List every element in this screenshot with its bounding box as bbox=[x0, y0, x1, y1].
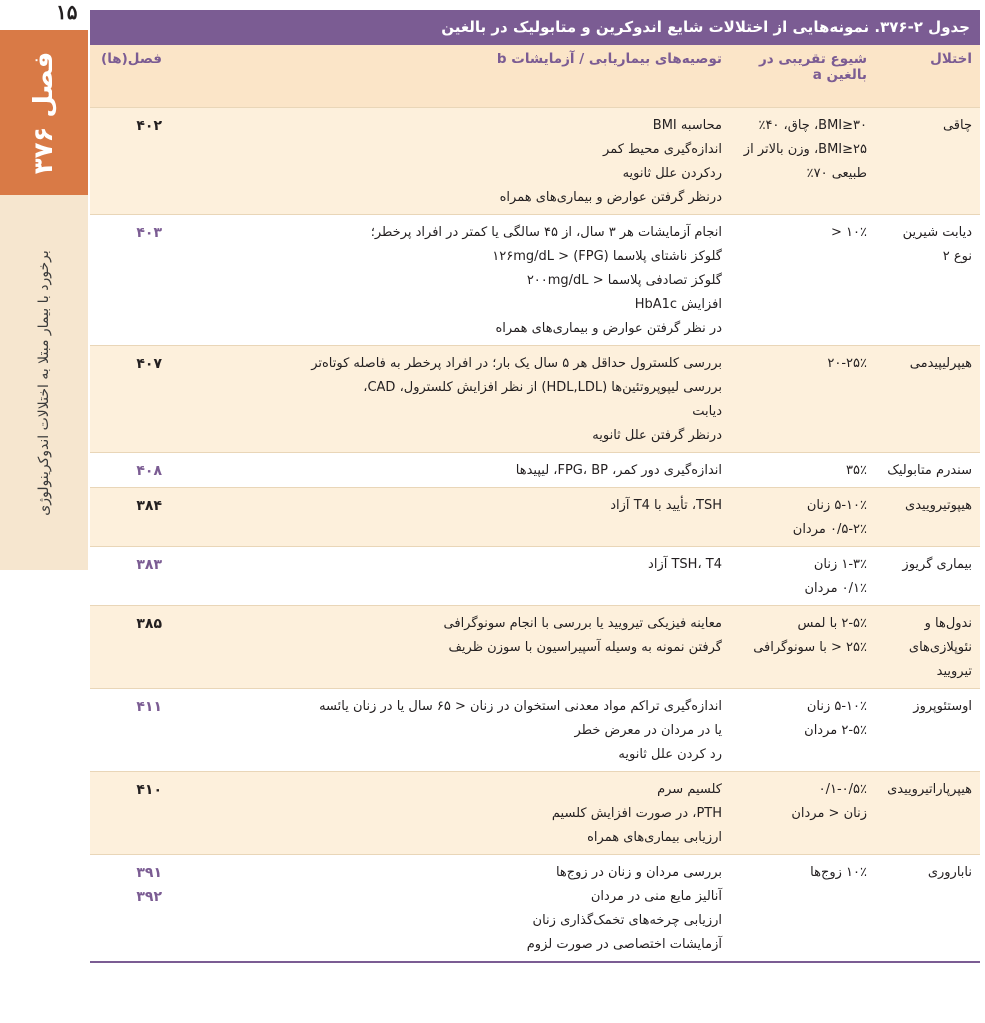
cell-chapters[interactable] bbox=[90, 689, 170, 772]
cell-line: گلوکز تصادفی پلاسما < ۲۰۰mg/dL bbox=[526, 273, 722, 288]
cell-line: هیپرلیپیدمی bbox=[909, 356, 972, 371]
cell-line: ردکردن علل ثانویه bbox=[622, 166, 722, 181]
cell-line: آنالیز مایع منی در مردان bbox=[590, 889, 722, 904]
cell-chapters[interactable] bbox=[90, 547, 170, 606]
page-number: ۱۵ bbox=[56, 0, 78, 24]
cell-line: اندازه‌گیری محیط کمر bbox=[603, 142, 722, 157]
cell-line: ارزیابی چرخه‌های تخمک‌گذاری زنان bbox=[532, 913, 722, 928]
chapter-link[interactable]: ۳۸۳ bbox=[136, 557, 162, 573]
cell-line: دیابت شیرین نوع ۲ bbox=[902, 225, 972, 264]
cell-line: رد کردن علل ثانویه bbox=[618, 747, 722, 762]
table-row bbox=[90, 488, 980, 547]
cell-line: بررسی کلسترول حداقل هر ۵ سال یک بار؛ در افراد پرخطر به فاصله کوتاه‌تر bbox=[311, 356, 722, 371]
cell-line: بیماری گریوز bbox=[902, 557, 972, 572]
cell-line: دیابت bbox=[692, 404, 722, 419]
cell-line: اوستئوپروز bbox=[913, 699, 972, 714]
header-recommendations: توصیه‌های بیماریابی / آزمایشات b bbox=[170, 45, 730, 108]
header-disorder: اختلال bbox=[875, 45, 980, 108]
cell-prevalence bbox=[730, 453, 875, 488]
cell-line: ۰/۵-۲٪ مردان bbox=[792, 522, 867, 537]
cell-chapters[interactable] bbox=[90, 855, 170, 962]
cell-line: چاقی bbox=[942, 118, 972, 133]
cell-line: ۰/۱٪ مردان bbox=[804, 581, 867, 596]
table-container bbox=[90, 10, 980, 963]
table-body bbox=[90, 108, 980, 962]
cell-disorder bbox=[875, 346, 980, 453]
table-row bbox=[90, 689, 980, 772]
chapter-title: برخورد با بیمار مبتلا به اختلالات اندوکرینولوژی bbox=[36, 249, 52, 516]
cell-recommendations bbox=[170, 346, 730, 453]
cell-line: گلوکز ناشتای پلاسما (FPG) < ۱۲۶mg/dL bbox=[492, 249, 722, 264]
table-row bbox=[90, 855, 980, 962]
cell-disorder bbox=[875, 488, 980, 547]
chapter-link[interactable]: ۴۱۱ bbox=[136, 699, 162, 715]
table-row bbox=[90, 215, 980, 346]
cell-line: معاینه فیزیکی تیرویید یا بررسی با انجام سونوگرافی bbox=[443, 616, 722, 631]
cell-disorder bbox=[875, 855, 980, 962]
cell-disorder bbox=[875, 453, 980, 488]
cell-line: ندول‌ها و bbox=[924, 616, 972, 631]
table-row bbox=[90, 547, 980, 606]
cell-line: ۲-۵٪ با لمس bbox=[797, 616, 867, 631]
cell-line: BMI≥۳۰، چاق، ۴۰٪ bbox=[758, 118, 867, 133]
chapter-link[interactable]: ۴۰۲ bbox=[136, 118, 162, 134]
cell-chapters[interactable] bbox=[90, 453, 170, 488]
cell-recommendations bbox=[170, 215, 730, 346]
cell-recommendations bbox=[170, 606, 730, 689]
cell-line: نئوپلازی‌های تیرویید bbox=[908, 640, 972, 679]
cell-disorder bbox=[875, 547, 980, 606]
cell-line: ۵-۱۰٪ زنان bbox=[806, 699, 867, 714]
cell-recommendations bbox=[170, 453, 730, 488]
cell-chapters[interactable] bbox=[90, 488, 170, 547]
cell-line: ۱۰٪ < bbox=[831, 225, 867, 240]
cell-line: اندازه‌گیری تراکم مواد معدنی استخوان در زنان < ۶۵ سال یا در زنان یائسه bbox=[319, 699, 722, 714]
cell-line: ۲۵٪ < با سونوگرافی bbox=[753, 640, 867, 655]
cell-line: یا در مردان در معرض خطر bbox=[574, 723, 722, 738]
cell-disorder bbox=[875, 689, 980, 772]
cell-line: هیپوتیروییدی bbox=[905, 498, 972, 513]
cell-chapters[interactable] bbox=[90, 772, 170, 855]
table-title: جدول ۲-۳۷۶. نمونه‌هایی از اختلالات شایع اندوکرین و متابولیک در بالغین bbox=[90, 10, 980, 45]
cell-line: TSH، T4 آزاد bbox=[648, 557, 722, 572]
cell-line: سندرم متابولیک bbox=[887, 463, 972, 478]
cell-disorder bbox=[875, 772, 980, 855]
header-chapters: فصل(ها) bbox=[90, 45, 170, 108]
cell-line: محاسبه BMI bbox=[652, 118, 722, 133]
chapter-link[interactable]: ۳۹۲ bbox=[136, 889, 162, 905]
chapter-link[interactable]: ۴۱۰ bbox=[136, 782, 162, 798]
cell-disorder bbox=[875, 606, 980, 689]
table-row bbox=[90, 772, 980, 855]
cell-line: ۱-۳٪ زنان bbox=[813, 557, 867, 572]
cell-prevalence bbox=[730, 346, 875, 453]
cell-recommendations bbox=[170, 488, 730, 547]
cell-line: هیپرپاراتیروییدی bbox=[887, 782, 972, 797]
cell-chapters[interactable] bbox=[90, 606, 170, 689]
bottom-rule bbox=[90, 961, 980, 963]
cell-line: بررسی لیپوپروتئین‌ها (HDL,LDL) از نظر افزایش کلسترول، CAD، bbox=[363, 380, 722, 395]
cell-line: ۰/۱-۰/۵٪ bbox=[818, 782, 867, 797]
chapter-label: فصل ۳۷۶ bbox=[29, 51, 59, 174]
cell-recommendations bbox=[170, 689, 730, 772]
cell-chapters[interactable] bbox=[90, 215, 170, 346]
cell-disorder bbox=[875, 215, 980, 346]
cell-line: طبیعی ۷۰٪ bbox=[806, 166, 867, 181]
cell-prevalence bbox=[730, 547, 875, 606]
table-row bbox=[90, 108, 980, 215]
cell-recommendations bbox=[170, 547, 730, 606]
cell-line: درنظر گرفتن علل ثانویه bbox=[592, 428, 722, 443]
chapter-tab bbox=[0, 30, 88, 195]
chapter-link[interactable]: ۳۸۵ bbox=[136, 616, 162, 632]
cell-line: ناباروری bbox=[927, 865, 972, 880]
cell-line: ۱۰٪ زوج‌ها bbox=[810, 865, 867, 880]
table-row bbox=[90, 453, 980, 488]
cell-prevalence bbox=[730, 606, 875, 689]
cell-line: TSH، تأیید با T4 آزاد bbox=[610, 498, 722, 513]
cell-chapters[interactable] bbox=[90, 108, 170, 215]
cell-line: کلسیم سرم bbox=[657, 782, 722, 797]
cell-line: افزایش HbA1c bbox=[634, 297, 722, 312]
cell-prevalence bbox=[730, 215, 875, 346]
cell-line: انجام آزمایشات هر ۳ سال، از ۴۵ سالگی یا کمتر در افراد پرخطر؛ bbox=[370, 225, 722, 240]
cell-chapters[interactable] bbox=[90, 346, 170, 453]
disorders-table bbox=[90, 45, 980, 961]
cell-disorder bbox=[875, 108, 980, 215]
cell-line: گرفتن نمونه به وسیله آسپیراسیون با سوزن ظریف bbox=[448, 640, 722, 655]
cell-line: اندازه‌گیری دور کمر، FPG، BP، لیپیدها bbox=[515, 463, 722, 478]
chapter-link[interactable]: ۴۰۸ bbox=[136, 463, 162, 479]
header-prevalence: شیوع تقریبی در بالغین a bbox=[730, 45, 875, 108]
cell-line: ارزیابی بیماری‌های همراه bbox=[587, 830, 722, 845]
cell-recommendations bbox=[170, 108, 730, 215]
cell-prevalence bbox=[730, 488, 875, 547]
cell-line: آزمایشات اختصاصی در صورت لزوم bbox=[526, 937, 722, 952]
table-row bbox=[90, 346, 980, 453]
cell-line: بررسی مردان و زنان در زوج‌ها bbox=[555, 865, 722, 880]
cell-line: زنان < مردان bbox=[791, 806, 867, 821]
cell-recommendations bbox=[170, 855, 730, 962]
table-row bbox=[90, 606, 980, 689]
cell-line: ۲-۵٪ مردان bbox=[804, 723, 867, 738]
cell-line: BMI≥۲۵، وزن بالاتر از bbox=[743, 142, 867, 157]
cell-prevalence bbox=[730, 855, 875, 962]
chapter-link[interactable]: ۴۰۳ bbox=[136, 225, 162, 241]
cell-prevalence bbox=[730, 772, 875, 855]
cell-prevalence bbox=[730, 108, 875, 215]
chapter-link[interactable]: ۳۸۴ bbox=[136, 498, 162, 514]
cell-line: درنظر گرفتن عوارض و بیماری‌های همراه bbox=[499, 190, 722, 205]
cell-line: ۳۵٪ bbox=[846, 463, 867, 478]
chapter-link[interactable]: ۳۹۱ bbox=[136, 865, 162, 881]
chapter-link[interactable]: ۴۰۷ bbox=[136, 356, 162, 372]
cell-prevalence bbox=[730, 689, 875, 772]
chapter-title-band bbox=[0, 195, 88, 570]
cell-line: PTH، در صورت افزایش کلسیم bbox=[551, 806, 722, 821]
cell-line: ۵-۱۰٪ زنان bbox=[806, 498, 867, 513]
table-header-row bbox=[90, 45, 980, 108]
cell-recommendations bbox=[170, 772, 730, 855]
cell-line: در نظر گرفتن عوارض و بیماری‌های همراه bbox=[495, 321, 722, 336]
cell-line: ۲۰-۲۵٪ bbox=[827, 356, 867, 371]
